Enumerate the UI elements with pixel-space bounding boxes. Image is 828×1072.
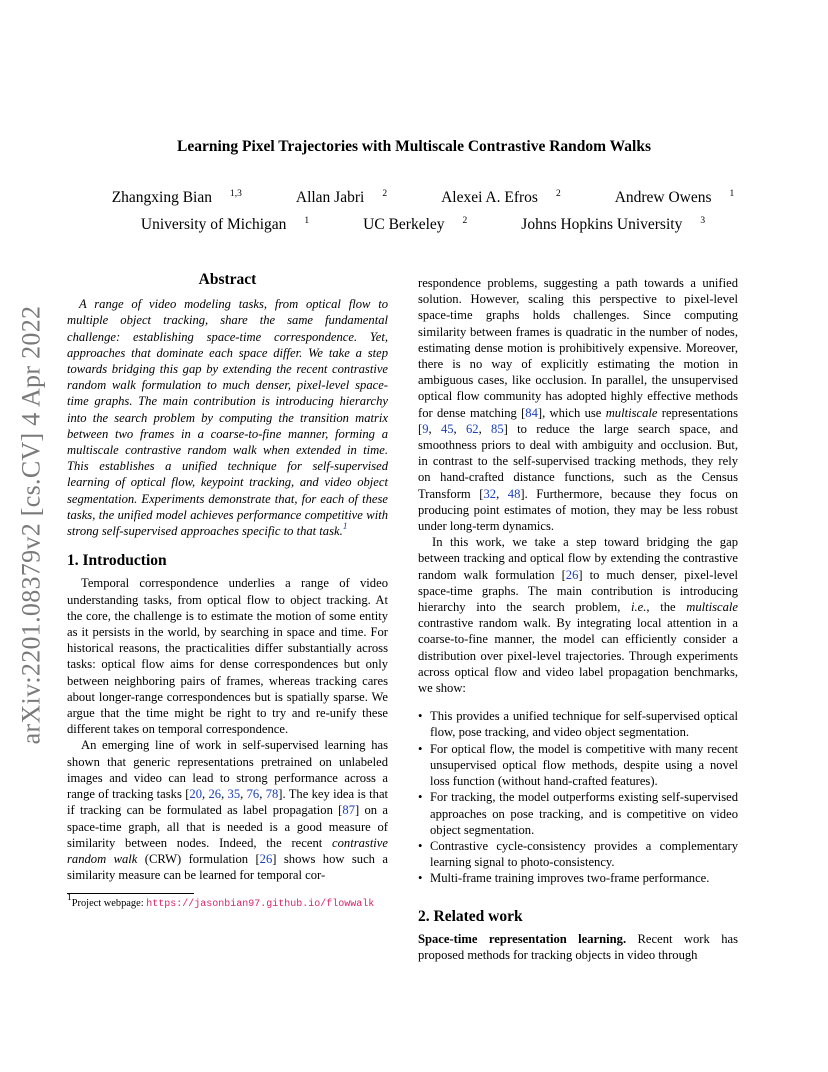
author-list bbox=[0, 189, 828, 207]
author-name: Zhangxing Bian $^{1,3}$ bbox=[111, 189, 242, 206]
arxiv-identifier-stamp bbox=[11, 290, 51, 760]
affiliation: Johns Hopkins University $^3$ bbox=[521, 216, 706, 233]
citation-link[interactable]: 20 bbox=[189, 787, 202, 802]
affiliation-list bbox=[0, 216, 828, 234]
citation-link[interactable]: 26 bbox=[565, 567, 579, 582]
arxiv-stamp-text: arXiv:2201.08379v2 [cs.CV] 4 Apr 2022 bbox=[16, 305, 45, 745]
citation-link[interactable]: 76 bbox=[246, 787, 260, 802]
list-item: • Multi-frame training improves two-frame performance. bbox=[418, 870, 738, 886]
footnote-marker[interactable]: 1 bbox=[342, 522, 348, 533]
citation-link[interactable]: 85 bbox=[491, 421, 504, 436]
citation-link[interactable]: 9 bbox=[422, 421, 429, 436]
list-item: • Contrastive cycle-consistency provides a complementary learning signal to photo-consistency. bbox=[418, 838, 738, 870]
paper-title: Learning Pixel Trajectories with Multiscale Contrastive Random Walks bbox=[176, 138, 651, 155]
citation-link[interactable]: 26 bbox=[208, 787, 222, 802]
footnote-divider bbox=[67, 893, 194, 894]
author-name: Andrew Owens $^1$ bbox=[614, 189, 735, 206]
author-name: Alexei A. Efros $^2$ bbox=[441, 189, 561, 206]
footnote: $^1$Project webpage: https://jasonbian97.github.io/flowwalk bbox=[67, 893, 375, 911]
introduction-heading: 1. Introduction bbox=[67, 552, 167, 570]
list-item: • For tracking, the model outperforms existing self-supervised approaches on pose tracking, and is competitive on video object segmentation. bbox=[418, 789, 738, 838]
project-webpage-link[interactable]: https://jasonbian97.github.io/flowwalk bbox=[146, 899, 375, 911]
citation-link[interactable]: 35 bbox=[227, 787, 241, 802]
right-column bbox=[418, 275, 738, 963]
left-column bbox=[67, 272, 388, 911]
author-name: Allan Jabri $^2$ bbox=[295, 189, 388, 206]
affiliation: UC Berkeley $^2$ bbox=[363, 216, 468, 233]
affiliation: University of Michigan $^1$ bbox=[140, 216, 310, 233]
contribution-list bbox=[418, 708, 738, 886]
abstract-text: A range of video modeling tasks, from optical flow to multiple object tracking, share the same fundamental challenge: establishing space-time correspondence. Yet, approaches that dominate each space differ. We take a step towards bridging this gap by extending the recent contrastive random walk formulation to much denser, pixel-level space-time graphs. The main contribution is introducing hierarchy into the search problem by computing the transition matrix between two frames in a coarse-to-fine manner, forming a multiscale contrastive random walk when extended in time. This establishes a unified technique for self-supervised learning of optical flow, keypoint tracking, and video object segmentation. Experiments demonstrate that, for each of these tasks, the unified model achieves performance competitive with strong self-supervised approaches specific to that task.$^1$ bbox=[67, 297, 388, 539]
list-item: • This provides a unified technique for self-supervised optical flow, pose tracking, and video object segmentation. bbox=[418, 708, 738, 740]
related-work-paragraph: Space-time representation learning. Recent work has proposed methods for tracking objects in video through bbox=[418, 931, 738, 962]
citation-link[interactable]: 45 bbox=[440, 421, 454, 436]
body-paragraph: In this work, we take a step toward bridging the gap between tracking and optical flow by extending the contrastive random walk formulation [26] to much denser, pixel-level space-time graphs. The main contribution is introducing hierarchy into the search problem, i.e., the multiscale contrastive random walk. By integrating local attention in a coarse-to-fine manner, the model can efficiently consider a distribution over pixel-level trajectories. Through experiments across optical flow and video label propagation benchmarks, we show: bbox=[418, 535, 738, 696]
body-paragraph: respondence problems, suggesting a path towards a unified solution. However, scaling this perspective to pixel-level space-time graphs holds challenges. Since computing similarity between frames is quadratic in the number of nodes, estimating dense motion is prohibitively expensive. Moreover, there is no way of explicitly estimating the motion in ambiguous cases, like occlusion. In parallel, the unsupervised optical flow community has adopted highly effective methods for dense matching [84], which use multiscale representations [9, 45, 62, 85] to reduce the large search space, and smoothness priors to deal with ambiguity and occlusion. But, in contrast to the self-supervised tracking methods, they rely on hand-crafted distance functions, such as the Census Transform [32, 48]. Furthermore, because they focus on producing point estimates of motion, they may be less robust under long-term dynamics. bbox=[418, 276, 739, 534]
related-work-heading: 2. Related work bbox=[418, 907, 523, 925]
list-item: • For optical flow, the model is competitive with many recent unsupervised optical flow methods, despite using a novel loss function (without hand-crafted features). bbox=[418, 741, 738, 790]
paragraph-runin-heading: Space-time representation learning. bbox=[418, 931, 627, 946]
citation-link[interactable]: 87 bbox=[342, 803, 355, 818]
citation-link[interactable]: 62 bbox=[466, 421, 479, 436]
citation-link[interactable]: 26 bbox=[259, 851, 273, 866]
intro-paragraph-1: Temporal correspondence underlies a range of video understanding tasks, from optical flow to object tracking. At the core, the challenge is to estimate the motion of some entity as it persists in the world, by searching in space and time. For historical reasons, the practicalities differ substantially across tasks: optical flow aims for dense correspondences but only between neighboring pairs of frames, whereas tracking cares about longer-range correspondences but is spatially sparse. We argue that the time might be right to try and re-unify these different takes on temporal correspondence. bbox=[67, 576, 388, 737]
citation-link[interactable]: 32 bbox=[483, 486, 497, 501]
citation-link[interactable]: 48 bbox=[507, 486, 521, 501]
citation-link[interactable]: 84 bbox=[525, 405, 538, 420]
abstract-heading: Abstract bbox=[198, 271, 257, 288]
intro-paragraph-2: An emerging line of work in self-supervised learning has shown that generic representations pretrained on unlabeled images and video can lead to strong performance across a range of tracking tasks [20, 26, 35, 76, 78]. The key idea is that if tracking can be formulated as label propagation [87] on a space-time graph, all that is needed is a good measure of similarity between nodes. Indeed, the recent contrastive random walk (CRW) formulation [26] shows how such a similarity measure can be learned for temporal cor- bbox=[67, 738, 389, 883]
citation-link[interactable]: 78 bbox=[265, 787, 279, 802]
